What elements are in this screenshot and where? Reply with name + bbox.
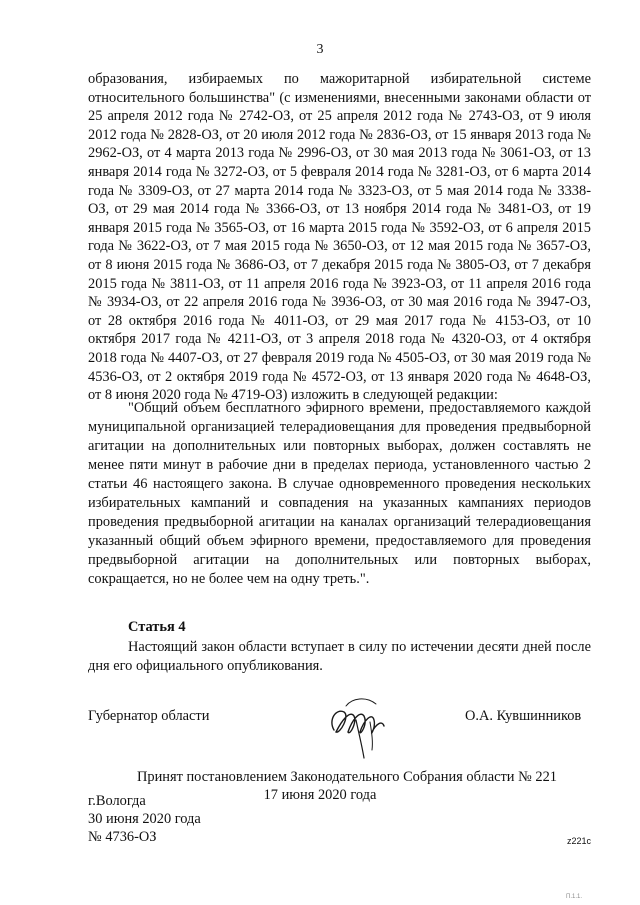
quoted-amendment-text: "Общий объем бесплатного эфирного времени, предоставляемого каждой муниципальной организацией телерадиовещания для проведения предвыборной агитации на дополнительных или повторных выборах, должен составлять не менее пяти минут в рабочие дни в пределах периода, установленного частью 2 статьи 46 настоящего закона. В случае одновременного проведения нескольких избирательных кампаний и совпадения на указанных кампаниях периодов проведения предвыборной агитации на каналах организаций телерадиовещания указанный общий объем эфирного времени, предоставляемого для проведения предвыборной агитации на дополнительных или повторных выборах, сокращается, но не более чем на одну треть.".: [88, 400, 591, 587]
body-text: образования, избираемых по мажоритарной избирательной системе относительного большинства" (с изменениями, внесенными законами области от 25 апреля 2012 года № 2742-ОЗ, от 25 апреля 2012 года № 2743-ОЗ, от 9 июля 2012 года № 2828-ОЗ, от 20 июля 2012 года № 2836-ОЗ, от 15 января 2013 года № 2962-ОЗ, от 4 марта 2013 года № 2996-ОЗ, от 30 мая 2013 года № 3061-ОЗ, от 13 января 2014 года № 3272-ОЗ, от 5 февраля 2014 года № 3281-ОЗ, от 6 марта 2014 года № 3309-ОЗ, от 27 марта 2014 года № 3323-ОЗ, от 5 мая 2014 года № 3338-ОЗ, от 29 мая 2014 года № 3366-ОЗ, от 13 ноября 2014 года № 3481-ОЗ, от 19 января 2015 года № 3565-ОЗ, от 16 марта 2015 года № 3592-ОЗ, от 6 апреля 2015 года № 3622-ОЗ, от 7 мая 2015 года № 3650-ОЗ, от 12 мая 2015 года № 3657-ОЗ, от 8 июня 2015 года № 3686-ОЗ, от 7 декабря 2015 года № 3805-ОЗ, от 7 декабря 2015 года № 3811-ОЗ, от 11 апреля 2016 года № 3923-ОЗ, от 11 апреля 2016 года № 3934-ОЗ, от 22 апреля 2016 года № 3936-ОЗ, от 30 мая 2016 года № 3947-ОЗ, от 28 октября 2016 года № 4011-ОЗ, от 29 мая 2017 года № 4153-ОЗ, от 10 октября 2017 года № 4211-ОЗ, от 3 апреля 2018 года № 4320-ОЗ, от 4 октября 2018 года № 4407-ОЗ, от 27 февраля 2019 года № 4505-ОЗ, от 30 мая 2019 года № 4536-ОЗ, от 2 октября 2019 года № 4572-ОЗ, от 13 января 2020 года № 4648-ОЗ, от 8 июня 2020 года № 4719-ОЗ) изложить в следующей редакции:: [88, 71, 591, 404]
article-text: Настоящий закон области вступает в силу по истечении десяти дней после дня его официального опубликования.: [88, 639, 591, 674]
registry-code: z221c: [567, 836, 592, 846]
article-heading: Статья 4: [128, 619, 186, 635]
print-mark: П.1.1.: [566, 894, 582, 900]
adoption-date: 17 июня 2020 года: [263, 787, 377, 803]
place-and-date: [88, 792, 201, 846]
handwritten-signature-icon: [326, 690, 390, 760]
governor-name: О.А. Кувшинников: [465, 708, 582, 724]
law-number: № 4736-ОЗ: [88, 829, 157, 845]
signing-date: 30 июня 2020 года: [88, 811, 201, 827]
adoption-line: Принят постановлением Законодательного Собрания области № 221: [136, 769, 557, 785]
city: г.Вологда: [88, 793, 146, 809]
governor-title: Губернатор области: [88, 708, 210, 724]
page-number: 3: [316, 42, 324, 57]
